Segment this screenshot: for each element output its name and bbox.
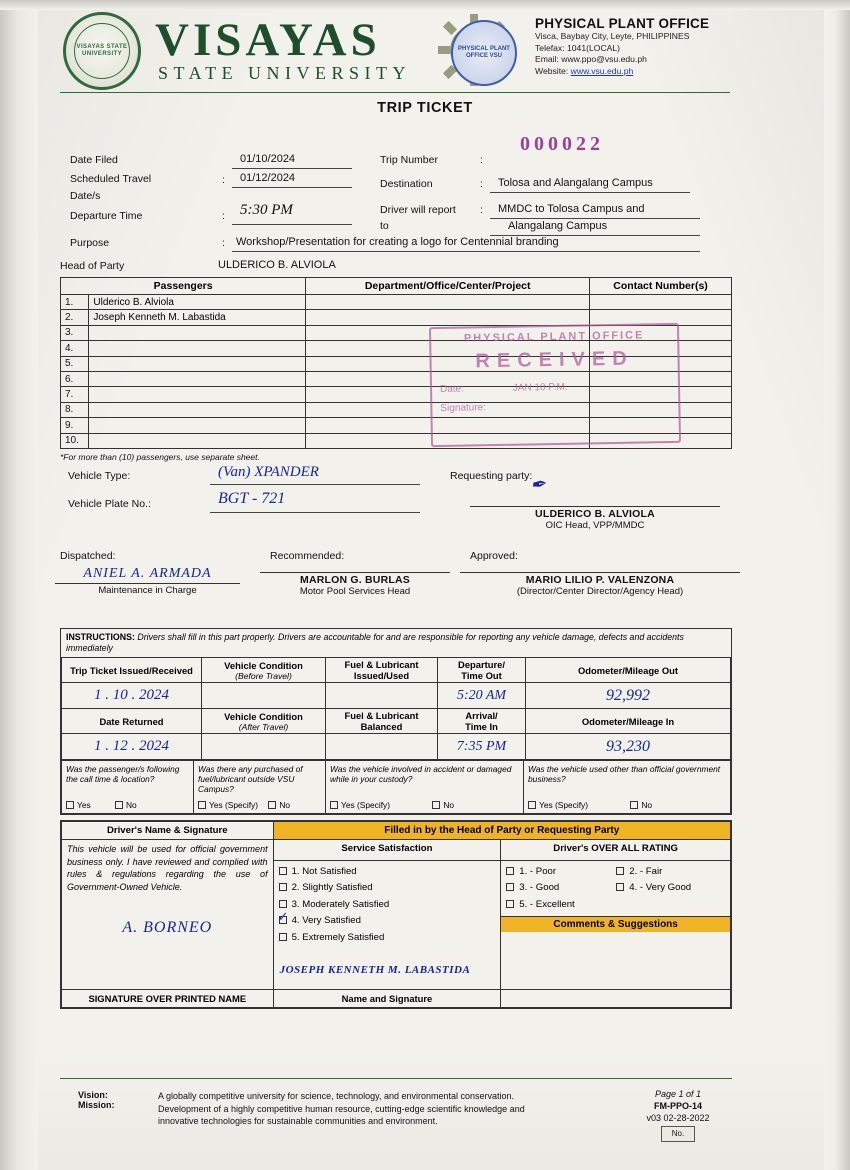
cell-arr-l2: Time In — [465, 721, 498, 732]
cell-arrival-time-in — [438, 709, 526, 734]
questions-row — [62, 761, 731, 814]
checkbox-very-good[interactable] — [616, 883, 624, 891]
checkbox-moderately-satisfied[interactable] — [279, 900, 287, 908]
comments-header: Comments & Suggestions — [501, 916, 730, 932]
name-and-signature-caption-cell — [273, 964, 501, 1008]
paper-edge-right — [824, 0, 850, 1170]
label-requesting-party: Requesting party: — [450, 470, 533, 482]
checkbox-calltime-no[interactable] — [115, 801, 123, 809]
requesting-party-signature-block — [470, 506, 720, 531]
cell-trip-ticket-issued: Trip Ticket Issued/Received — [62, 658, 202, 683]
colon-6: : — [480, 204, 483, 216]
checkbox-not-satisfied[interactable] — [279, 867, 287, 875]
row-passenger-name[interactable]: Ulderico B. Alviola — [89, 295, 306, 310]
signature-over-printed-name-caption: SIGNATURE OVER PRINTED NAME — [62, 990, 274, 1008]
form-version: v03 02-28-2022 — [646, 1113, 710, 1123]
stamp-date-value: JAN 10 P.M. — [512, 381, 568, 394]
stamp-date-label: Date: — [439, 383, 465, 396]
checkbox-official-no[interactable] — [630, 801, 638, 809]
cell-vc-before-l2: (Before Travel) — [235, 670, 292, 681]
university-name: VISAYAS — [155, 14, 381, 66]
rating-row-1 — [506, 864, 725, 881]
questions-grid — [61, 760, 731, 814]
dispatched-signature-block — [55, 566, 240, 596]
question-fuel-purchase — [194, 761, 326, 814]
label-very-satisfied: 4. Very Satisfied — [291, 915, 361, 927]
rating-option[interactable] — [616, 880, 691, 897]
table-header-row — [61, 278, 732, 295]
stamp-signature-label: Signature: — [440, 402, 487, 415]
office-website-label: Website: — [535, 65, 569, 76]
cell-dep-l1: Departure/ — [458, 659, 505, 670]
grid-value-row-2 — [62, 734, 731, 760]
stamp-date-row — [440, 380, 670, 395]
value-odometer-in[interactable]: 93,230 — [526, 734, 731, 760]
label-fuel-no: No — [279, 800, 291, 810]
office-email: Email: www.ppo@vsu.edu.ph — [535, 54, 647, 64]
value-head-of-party[interactable]: ULDERICO B. ALVIOLA — [218, 259, 336, 271]
page-number: Page 1 of 1 — [654, 1089, 702, 1099]
grid-value-row-1 — [62, 683, 731, 709]
colon-2: : — [222, 210, 225, 222]
checkbox-slightly-satisfied[interactable] — [279, 883, 287, 891]
row-num: 6. — [61, 371, 89, 386]
requesting-party-signature: ✒ — [528, 473, 548, 498]
grid-header-row-2 — [62, 709, 731, 734]
ppo-logo-label: PHYSICAL PLANT OFFICE VSU — [458, 46, 510, 59]
university-seal-icon — [63, 12, 141, 90]
header-contact: Contact Number(s) — [590, 278, 732, 295]
university-wordmark — [155, 14, 412, 84]
value-purpose[interactable]: Workshop/Presentation for creating a logo for Centennial branding — [236, 236, 559, 248]
row-num: 8. — [61, 402, 89, 417]
cell-fuel-balanced: Fuel & Lubricant Balanced — [326, 709, 438, 734]
form-code: FM-PPO-14 — [653, 1101, 702, 1111]
value-driver-report-1[interactable]: MMDC to Tolosa Campus and — [498, 203, 645, 215]
value-date-filed[interactable]: 01/10/2024 — [240, 153, 296, 165]
requesting-party-name: ULDERICO B. ALVIOLA — [470, 506, 720, 520]
question-fuel-options — [198, 800, 321, 810]
colon-4: : — [480, 154, 483, 166]
value-vehicle-plate[interactable]: BGT - 721 — [218, 490, 286, 507]
rating-option[interactable] — [506, 897, 616, 914]
question-official-use-options — [528, 800, 726, 810]
label-calltime-no: No — [126, 800, 137, 810]
requesting-party-title: OIC Head, VPP/MMDC — [545, 520, 645, 531]
cell-departure-time-out — [438, 658, 526, 683]
vision-text: A globally competitive university for science, technology, and environmental conservation. — [158, 1091, 515, 1101]
recommended-title: Motor Pool Services Head — [299, 586, 411, 597]
rating-and-comments-cell — [501, 860, 731, 989]
approved-signature-block — [460, 572, 740, 597]
cell-vc-before-l1: Vehicle Condition — [224, 659, 303, 671]
label-departure-time: Departure Time — [70, 210, 143, 222]
question-accident-text: Was the vehicle involved in accident or damaged while in your custody? — [330, 764, 512, 784]
question-accident-options — [330, 800, 519, 810]
row-num: 9. — [61, 418, 89, 433]
value-fuel-balanced[interactable] — [326, 734, 438, 760]
row-passenger-name[interactable] — [89, 418, 306, 433]
value-departure-time-out[interactable]: 5:20 AM — [438, 683, 526, 709]
comments-value[interactable] — [501, 932, 730, 972]
stamp-office: PHYSICAL PLANT OFFICE — [463, 329, 645, 345]
cell-vc-after-l2: (After Travel) — [238, 721, 289, 732]
label-poor: 1. - Poor — [519, 865, 557, 877]
row-num: 7. — [61, 387, 89, 402]
bottom-content-row — [62, 840, 731, 861]
question-accident — [326, 761, 524, 814]
satisfaction-option[interactable] — [279, 864, 496, 881]
label-extremely-satisfied: 5. Extremely Satisfied — [291, 931, 385, 943]
passengers-footnote: *For more than (10) passengers, use separate sheet. — [60, 452, 260, 462]
label-calltime-yes: Yes — [77, 800, 91, 810]
row-num: 2. — [61, 310, 89, 325]
label-recommended: Recommended: — [270, 550, 345, 562]
label-head-of-party: Head of Party — [60, 260, 125, 272]
bottom-caption-row — [62, 990, 731, 1008]
label-good: 3. - Good — [519, 882, 560, 894]
recommended-name: MARLON G. BURLAS — [260, 572, 450, 586]
driver-name-signature-header: Driver's Name & Signature — [62, 822, 274, 840]
instructions-bold: INSTRUCTIONS: — [66, 632, 135, 642]
received-stamp — [429, 323, 681, 447]
label-accident-yes: Yes (Specify) — [341, 800, 391, 810]
colon-1: : — [222, 174, 225, 186]
cell-vc-after-l1: Vehicle Condition — [224, 710, 303, 722]
row-passenger-name[interactable] — [89, 433, 306, 448]
label-approved: Approved: — [470, 550, 518, 562]
checkbox-very-satisfied[interactable]: ✓ — [277, 909, 289, 925]
label-accident-no: No — [443, 800, 455, 810]
row-passenger-name[interactable]: Joseph Kenneth M. Labastida — [89, 310, 306, 325]
satisfaction-option[interactable] — [279, 897, 496, 914]
header-divider — [60, 92, 730, 93]
value-vehicle-type[interactable]: (Van) XPANDER — [218, 464, 319, 480]
approved-name: MARIO LILIO P. VALENZONA — [460, 572, 740, 586]
value-odometer-out[interactable]: 92,992 — [526, 683, 731, 709]
office-name: PHYSICAL PLANT OFFICE — [535, 16, 710, 31]
label-scheduled-travel: Scheduled Travel — [70, 173, 152, 185]
checkbox-extremely-satisfied[interactable] — [279, 933, 287, 941]
rating-row-2 — [506, 880, 725, 897]
value-destination[interactable]: Tolosa and Alangalang Campus — [498, 177, 653, 189]
value-vehicle-condition-before[interactable] — [202, 683, 326, 709]
row-num: 10. — [61, 433, 89, 448]
row-passenger-name[interactable] — [89, 371, 306, 386]
stamp-received: RECEIVED — [475, 347, 634, 373]
label-official-yes: Yes (Specify) — [539, 800, 589, 810]
rating-option[interactable] — [616, 864, 662, 881]
instructions-text: Drivers shall fill in this part properly. Drivers are accountable for and are responsible for reporting any vehicle damage, defects and accidents immediately — [66, 632, 684, 653]
bottom-box — [60, 820, 732, 1009]
checkbox-poor[interactable] — [506, 867, 514, 875]
office-info — [535, 16, 835, 77]
question-call-time-options — [66, 800, 189, 810]
serial-number: 000022 — [520, 133, 604, 155]
colon-3: : — [222, 237, 225, 249]
checkbox-excellent[interactable] — [506, 900, 514, 908]
label-not-satisfied: 1. Not Satisfied — [291, 865, 357, 877]
driver-pledge-text: This vehicle will be used for official government business only. I have reviewed and complied with rules & regulations regarding the use of Government-Owned Vehicle. — [67, 844, 268, 892]
row-passenger-name[interactable] — [89, 341, 306, 356]
table-row — [61, 295, 732, 310]
label-fair: 2. - Fair — [629, 865, 663, 877]
approved-title: (Director/Center Director/Agency Head) — [516, 586, 684, 597]
satisfaction-option[interactable] — [277, 909, 496, 930]
paper-edge-left — [0, 0, 38, 1170]
label-purpose: Purpose — [70, 237, 110, 249]
bottom-empty-cell — [501, 990, 731, 1008]
row-passenger-name[interactable] — [89, 387, 306, 402]
office-address: Visca, Baybay City, Leyte, PHILIPPINES — [535, 31, 690, 41]
question-official-use-text: Was the vehicle used other than official government business? — [528, 764, 721, 784]
office-website-link[interactable]: www.vsu.edu.ph — [570, 65, 634, 76]
bottom-grid — [61, 821, 731, 1008]
label-vehicle-type: Vehicle Type: — [68, 470, 131, 482]
value-date-returned[interactable]: 1 . 12 . 2024 — [62, 734, 202, 760]
checkbox-accident-no[interactable] — [432, 801, 440, 809]
dispatched-signature: ANIEL A. ARMADA — [83, 566, 212, 581]
checkbox-accident-yes[interactable] — [330, 801, 338, 809]
label-destination: Destination — [380, 178, 433, 190]
value-vehicle-condition-after[interactable] — [202, 734, 326, 760]
label-fuel-yes: Yes (Specify) — [209, 800, 259, 810]
university-seal-label: VISAYAS STATE UNIVERSITY — [76, 44, 128, 57]
rating-row-3 — [506, 897, 725, 914]
row-num: 3. — [61, 325, 89, 340]
page-title: TRIP TICKET — [377, 100, 473, 116]
label-moderately-satisfied: 3. Moderately Satisfied — [291, 898, 390, 910]
label-date-filed: Date Filed — [70, 154, 118, 166]
service-satisfaction-header: Service Satisfaction — [273, 840, 501, 861]
footer-form-info — [608, 1088, 748, 1142]
ppo-logo-icon — [451, 20, 517, 86]
office-telefax: Telefax: 1041(LOCAL) — [535, 42, 621, 53]
office-website-row — [535, 66, 835, 78]
footer-divider — [60, 1078, 732, 1079]
row-department[interactable] — [306, 295, 590, 310]
cell-date-returned: Date Returned — [62, 709, 202, 734]
driver-pledge-cell — [62, 840, 274, 990]
vision-mission-labels — [78, 1090, 115, 1110]
checkbox-good[interactable] — [506, 883, 514, 891]
checkbox-fuel-yes[interactable] — [198, 801, 206, 809]
filled-by-header: Filled in by the Head of Party or Requesting Party — [273, 822, 730, 840]
rating-header: Driver's OVER ALL RATING — [501, 840, 731, 861]
label-driver-report-2: to — [380, 220, 389, 232]
value-departure-time[interactable]: 5:30 PM — [240, 202, 293, 218]
cell-vehicle-condition-before — [202, 658, 326, 683]
cell-arr-l1: Arrival/ — [465, 710, 498, 721]
header-passengers: Passengers — [61, 278, 306, 295]
row-passenger-name[interactable] — [89, 402, 306, 417]
bottom-header-row — [62, 822, 731, 840]
label-excellent: 5. - Excellent — [519, 898, 575, 910]
rating-option[interactable] — [506, 864, 616, 881]
label-trip-number: Trip Number — [380, 154, 438, 166]
satisfaction-option[interactable] — [279, 930, 496, 947]
rating-option[interactable] — [506, 880, 616, 897]
label-very-good: 4. - Very Good — [629, 882, 692, 894]
row-department[interactable] — [306, 310, 590, 325]
cell-odometer-in: Odometer/Mileage In — [526, 709, 731, 734]
row-num: 5. — [61, 356, 89, 371]
label-scheduled-travel-2: Date/s — [70, 190, 101, 202]
cell-vehicle-condition-after — [202, 709, 326, 734]
university-subname: STATE UNIVERSITY — [158, 63, 412, 83]
value-fuel-issued[interactable] — [326, 683, 438, 709]
recommended-signature-block — [260, 572, 450, 597]
vision-mission-text — [158, 1090, 548, 1128]
value-trip-ticket-issued[interactable]: 1 . 10 . 2024 — [62, 683, 202, 709]
rating-options — [501, 861, 730, 917]
row-passenger-name[interactable] — [89, 325, 306, 340]
row-contact[interactable] — [590, 295, 732, 310]
row-num: 1. — [61, 295, 89, 310]
instructions-text-row — [61, 629, 731, 657]
name-and-signature-caption: Name and Signature — [341, 993, 433, 1004]
checkbox-fair[interactable] — [616, 867, 624, 875]
checkbox-calltime-yes[interactable] — [66, 801, 74, 809]
checkbox-official-yes[interactable] — [528, 801, 536, 809]
cell-dep-l2: Time Out — [461, 670, 502, 681]
header-department: Department/Office/Center/Project — [306, 278, 590, 295]
value-arrival-time-in[interactable]: 7:35 PM — [438, 734, 526, 760]
label-driver-report: Driver will report — [380, 204, 456, 216]
row-num: 4. — [61, 341, 89, 356]
vision-label: Vision: — [78, 1090, 108, 1100]
label-dispatched: Dispatched: — [60, 550, 116, 562]
colon-5: : — [480, 178, 483, 190]
row-passenger-name[interactable] — [89, 356, 306, 371]
party-signature: JOSEPH KENNETH M. LABASTIDA — [279, 964, 471, 976]
value-driver-report-2[interactable]: Alangalang Campus — [508, 220, 608, 232]
cell-odometer-out: Odometer/Mileage Out — [526, 658, 731, 683]
mission-label: Mission: — [78, 1100, 115, 1110]
value-scheduled-travel[interactable]: 01/12/2024 — [240, 172, 296, 184]
trip-details-grid — [61, 657, 731, 760]
cell-fuel-issued: Fuel & Lubricant Issued/Used — [326, 658, 438, 683]
driver-signature: A. BORNEO — [122, 919, 213, 936]
question-call-time-text: Was the passenger/s following the call time & location? — [66, 764, 180, 784]
question-fuel-purchase-text: Was there any purchased of fuel/lubricant outside VSU Campus? — [198, 764, 303, 794]
label-vehicle-plate: Vehicle Plate No.: — [68, 498, 151, 510]
instructions-box — [60, 628, 732, 815]
mission-text: Development of a highly competitive human resource, cutting-edge scientific knowledge and innovative technologies for sustainable communities and environment. — [158, 1103, 525, 1126]
question-call-time — [62, 761, 194, 814]
grid-header-row-1 — [62, 658, 731, 683]
label-slightly-satisfied: 2. Slightly Satisfied — [291, 882, 373, 894]
checkbox-fuel-no[interactable] — [268, 801, 276, 809]
form-no-box: No. — [661, 1126, 695, 1142]
label-official-no: No — [641, 800, 653, 810]
document-header — [55, 8, 795, 94]
question-official-use — [524, 761, 731, 814]
dispatched-title: Maintenance in Charge — [55, 583, 240, 596]
satisfaction-option[interactable] — [279, 880, 496, 897]
